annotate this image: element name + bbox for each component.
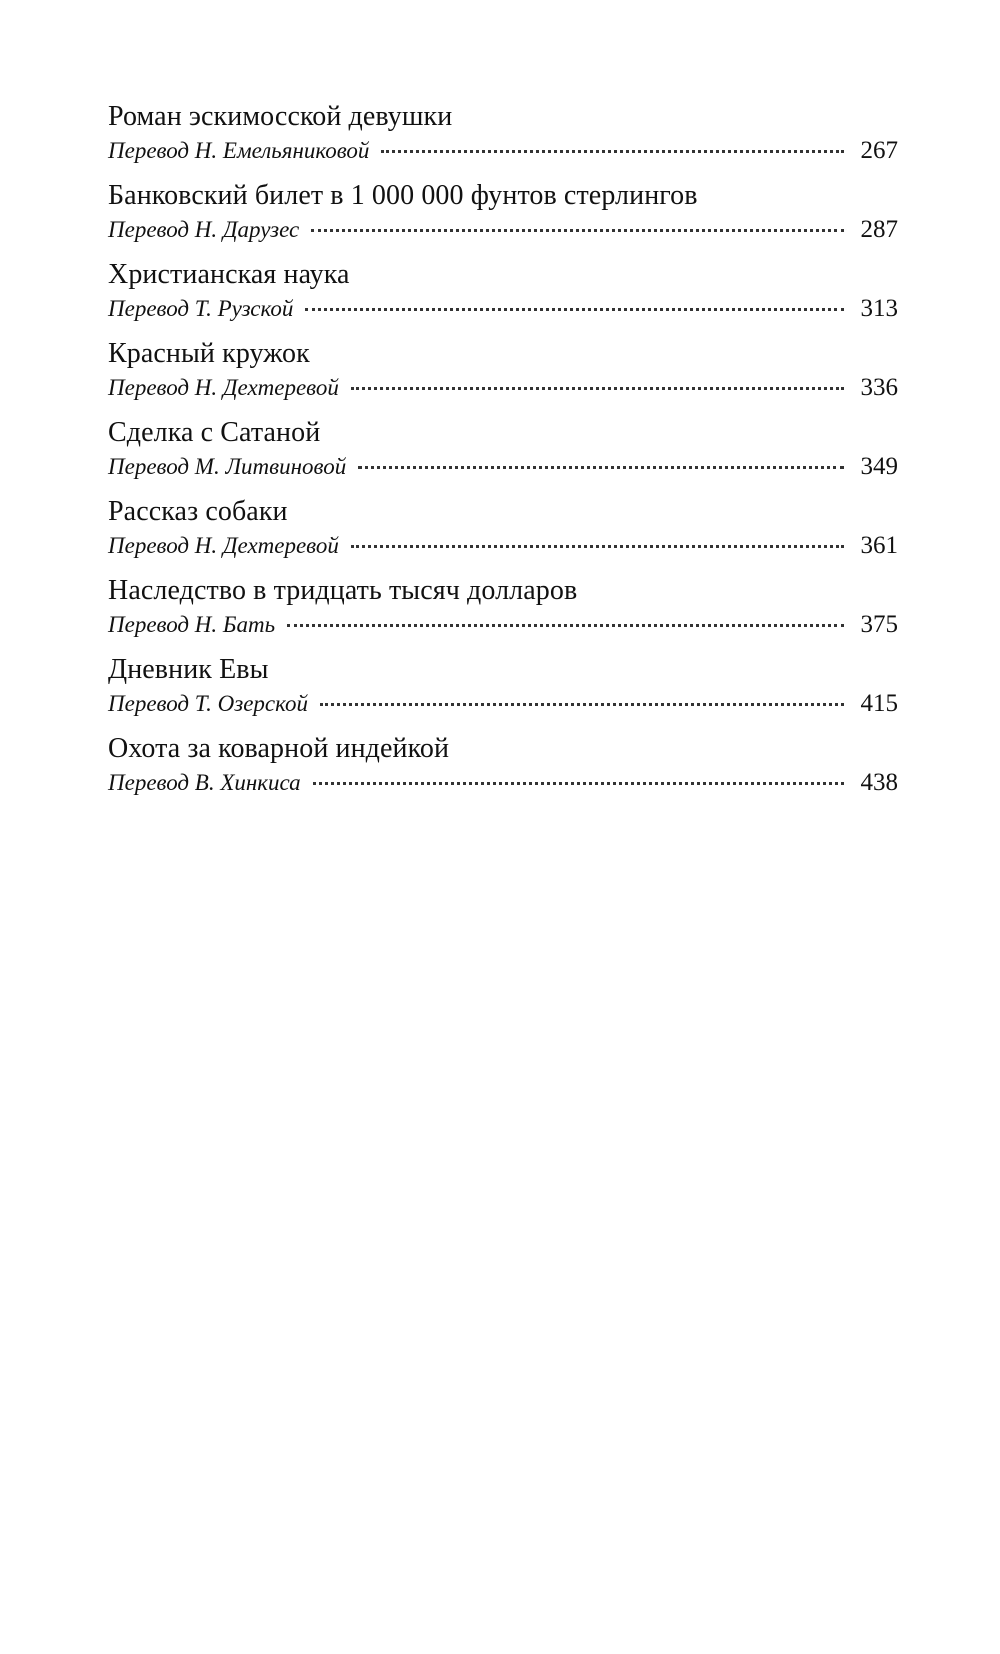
dot-leader [287,624,844,627]
entry-line [108,530,898,562]
dot-leader [320,703,844,706]
dot-leader [313,782,844,785]
toc-entry [108,416,898,495]
toc-entry [108,179,898,258]
toc-entry [108,100,898,179]
entry-line [108,688,898,720]
entry-title: Наследство в тридцать тысяч долларов [108,575,578,606]
dot-leader [381,150,844,153]
entry-title: Дневник Евы [108,654,269,685]
entry-page-number: 313 [860,295,898,322]
toc-entry [108,337,898,416]
toc-entry [108,258,898,337]
dot-leader [311,229,844,232]
entry-translator: Перевод Т. Озерской [108,691,309,716]
dot-leader [351,387,844,390]
entry-translator: Перевод Н. Дехтеревой [108,375,339,400]
entry-line [108,214,898,246]
entry-page-number: 438 [860,769,898,796]
toc-entry [108,495,898,574]
entry-translator: Перевод Н. Емельяниковой [108,138,370,163]
entry-title: Охота за коварной индейкой [108,733,450,764]
entry-page-number: 375 [860,611,898,638]
table-of-contents [108,100,898,811]
entry-translator: Перевод Т. Рузской [108,296,294,321]
entry-translator: Перевод В. Хинкиса [108,770,301,795]
entry-title: Сделка с Сатаной [108,417,321,448]
toc-entry [108,732,898,811]
entry-line [108,609,898,641]
entry-title: Красный кружок [108,338,310,369]
entry-translator: Перевод Н. Бать [108,612,276,637]
entry-title: Рассказ собаки [108,496,288,527]
entry-title: Христианская наука [108,259,350,290]
toc-entry [108,653,898,732]
dot-leader [305,308,844,311]
entry-page-number: 336 [860,374,898,401]
entry-line [108,135,898,167]
entry-line [108,451,898,483]
entry-translator: Перевод Н. Дарузес [108,217,300,242]
entry-translator: Перевод М. Литвиновой [108,454,347,479]
toc-entry [108,574,898,653]
entry-page-number: 415 [860,690,898,717]
entry-page-number: 361 [860,532,898,559]
dot-leader [351,545,844,548]
entry-page-number: 267 [860,137,898,164]
entry-title: Роман эскимосской девушки [108,101,453,132]
entry-line [108,372,898,404]
entry-translator: Перевод Н. Дехтеревой [108,533,339,558]
dot-leader [358,466,844,469]
entry-page-number: 349 [860,453,898,480]
entry-page-number: 287 [860,216,898,243]
entry-line [108,767,898,799]
entry-line [108,293,898,325]
entry-title: Банковский билет в 1 000 000 фунтов стерлингов [108,180,698,211]
